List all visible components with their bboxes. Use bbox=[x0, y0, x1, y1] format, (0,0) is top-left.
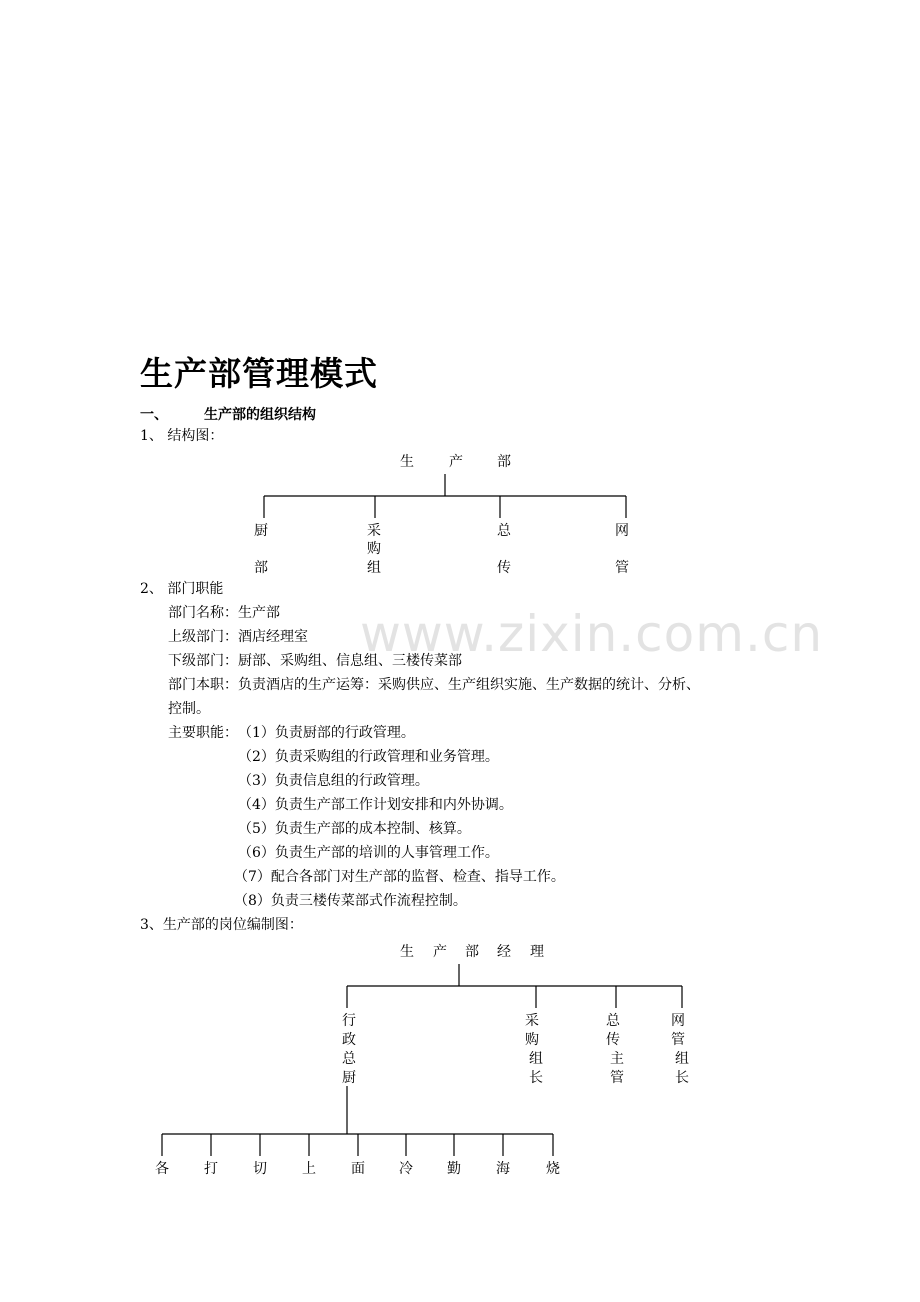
chart2-leaf: 勤 bbox=[447, 1161, 461, 1177]
chart2-node-char: 管 bbox=[610, 1070, 624, 1086]
chart2-root-char: 产 bbox=[433, 944, 447, 960]
chart1-node-char: 部 bbox=[254, 560, 268, 576]
dept-name: 部门名称：生产部 bbox=[168, 605, 280, 621]
function-item: （6）负责生产部的培训的人事管理工作。 bbox=[238, 845, 499, 861]
item-2-label: 2、 部门职能 bbox=[140, 581, 224, 597]
chart2-leaf: 海 bbox=[496, 1161, 510, 1177]
chart2-node-char: 政 bbox=[342, 1032, 356, 1048]
item-1-label: 1、 结构图： bbox=[140, 428, 224, 444]
chart2-node-char: 厨 bbox=[342, 1070, 356, 1086]
chart1-node-char: 厨 bbox=[254, 523, 268, 539]
function-item: （4）负责生产部工作计划安排和内外协调。 bbox=[238, 797, 513, 813]
function-item: （2）负责采购组的行政管理和业务管理。 bbox=[238, 749, 499, 765]
chart2-node-char: 行 bbox=[342, 1013, 356, 1029]
section-number: 一、 bbox=[140, 407, 168, 423]
chart2-leaf: 烧 bbox=[546, 1161, 560, 1177]
chart2-leaf: 面 bbox=[351, 1161, 365, 1177]
chart2-leaf: 各 bbox=[155, 1161, 169, 1177]
chart2-node-char: 总 bbox=[606, 1013, 620, 1029]
chart1-root-char: 生 bbox=[400, 454, 414, 470]
chart2-root-char: 理 bbox=[530, 944, 544, 960]
chart2-node-char: 传 bbox=[606, 1032, 620, 1048]
main-functions-label: 主要职能： bbox=[168, 725, 238, 741]
chart1-root-char: 部 bbox=[497, 454, 511, 470]
chart2-node-char: 采 bbox=[525, 1013, 539, 1029]
chart1-node-char: 传 bbox=[497, 560, 511, 576]
chart1-node-char: 总 bbox=[497, 523, 511, 539]
function-item: （7）配合各部门对生产部的监督、检查、指导工作。 bbox=[234, 869, 565, 885]
watermark: www.zixin.com.cn bbox=[360, 605, 824, 663]
chart2-root-char: 经 bbox=[497, 944, 511, 960]
chart1-node-char: 采 bbox=[367, 523, 381, 539]
chart2-node-char: 总 bbox=[342, 1051, 356, 1067]
chart2-leaf: 上 bbox=[302, 1161, 316, 1177]
chart2-node-char: 长 bbox=[675, 1070, 689, 1086]
chart1-node-char: 网 bbox=[615, 523, 629, 539]
chart2-node-char: 长 bbox=[529, 1070, 543, 1086]
chart2-node-char: 管 bbox=[671, 1032, 685, 1048]
chart2-root-char: 部 bbox=[465, 944, 479, 960]
chart2-node-char: 组 bbox=[675, 1051, 689, 1067]
function-item: （1）负责厨部的行政管理。 bbox=[238, 725, 415, 741]
chart2-node-char: 购 bbox=[525, 1032, 539, 1048]
dept-duty-line1: 部门本职：负责酒店的生产运筹：采购供应、生产组织实施、生产数据的统计、分析、 bbox=[168, 677, 700, 693]
chart2-leaf: 切 bbox=[253, 1161, 267, 1177]
function-item: （5）负责生产部的成本控制、核算。 bbox=[238, 821, 471, 837]
chart1-root-char: 产 bbox=[449, 454, 463, 470]
section-heading: 生产部的组织结构 bbox=[204, 407, 316, 423]
chart2-leaf: 打 bbox=[204, 1161, 218, 1177]
chart1-node-char: 购 bbox=[367, 541, 381, 557]
function-item: （8）负责三楼传菜部式作流程控制。 bbox=[234, 893, 467, 909]
item-3-label: 3、生产部的岗位编制图： bbox=[140, 917, 303, 933]
chart2-leaf: 冷 bbox=[399, 1161, 413, 1177]
dept-superior: 上级部门：酒店经理室 bbox=[168, 629, 308, 645]
function-item: （3）负责信息组的行政管理。 bbox=[238, 773, 429, 789]
chart2-node-char: 网 bbox=[671, 1013, 685, 1029]
dept-subordinate: 下级部门：厨部、采购组、信息组、三楼传菜部 bbox=[168, 653, 462, 669]
chart2-node-char: 组 bbox=[529, 1051, 543, 1067]
chart2-node-char: 主 bbox=[610, 1051, 624, 1067]
chart1-node-char: 管 bbox=[615, 560, 629, 576]
page-title: 生产部管理模式 bbox=[140, 354, 378, 393]
chart2-root-char: 生 bbox=[400, 944, 414, 960]
chart1-node-char: 组 bbox=[367, 560, 381, 576]
dept-duty-line2: 控制。 bbox=[168, 701, 210, 717]
